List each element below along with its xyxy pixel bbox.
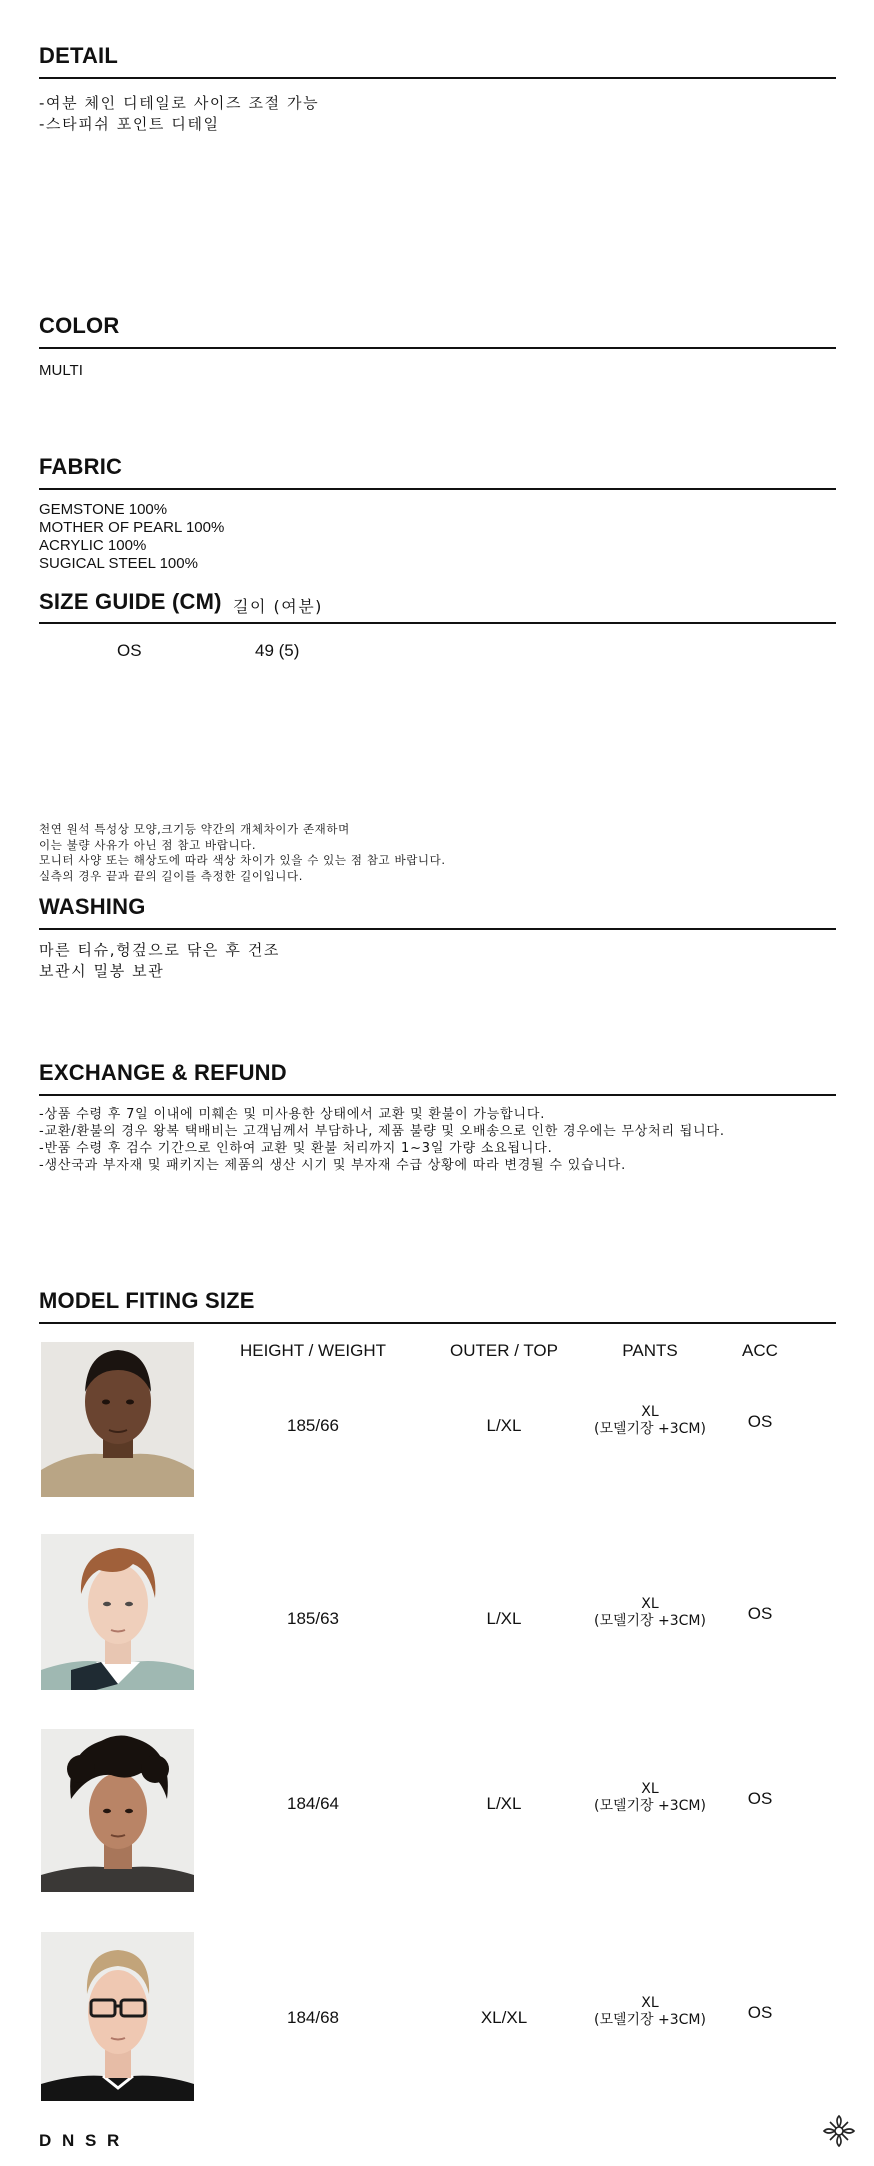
exchange-rule xyxy=(39,1094,836,1096)
note-line: 천연 원석 특성상 모양,크기등 약간의 개체차이가 존재하며 xyxy=(39,822,350,836)
pants-note: (모델기장 +3CM) xyxy=(594,1798,706,1814)
fabric-heading: FABRIC xyxy=(39,454,123,479)
note-line: 이는 불량 사유가 아닌 점 참고 바랍니다. xyxy=(39,837,257,852)
exchange-line: -생산국과 부자재 및 패키지는 제품의 생산 시기 및 부자재 수급 상황에 따라 변경될 수 있습니다. xyxy=(39,1158,627,1173)
dnsr-emblem-icon xyxy=(822,2114,856,2148)
model-4-pants xyxy=(575,1995,725,2029)
model-photo-4 xyxy=(41,1932,194,2101)
pants-size: XL xyxy=(641,1995,659,2011)
model-3-pants xyxy=(575,1781,725,1815)
detail-line: -여분 체인 디테일로 사이즈 조절 가능 xyxy=(39,94,320,112)
size-length-value: 49 (5) xyxy=(255,641,300,660)
fabric-line: ACRYLIC 100% xyxy=(39,537,147,554)
color-heading: COLOR xyxy=(39,313,120,338)
color-value: MULTI xyxy=(39,362,83,379)
column-height-weight: HEIGHT / WEIGHT xyxy=(239,1341,387,1360)
model-photo-3 xyxy=(41,1729,194,1892)
model-fitting-rule xyxy=(39,1322,836,1324)
model-4-height-weight: 184/68 xyxy=(287,2008,339,2027)
model-photo-1 xyxy=(41,1342,194,1497)
detail-rule xyxy=(39,77,836,79)
exchange-line: -반품 수령 후 검수 기간으로 인하여 교환 및 환불 처리까지 1~3일 가량 소요됩니다. xyxy=(39,1141,553,1156)
fabric-list xyxy=(39,501,224,573)
model-4-outer-top: XL/XL xyxy=(480,2008,528,2027)
model-photo-2 xyxy=(41,1534,194,1690)
washing-line: 마른 티슈,헝겊으로 닦은 후 건조 xyxy=(39,941,281,959)
column-pants: PANTS xyxy=(622,1341,678,1360)
model-2-outer-top: L/XL xyxy=(486,1609,522,1628)
exchange-line: -상품 수령 후 7일 이내에 미훼손 및 미사용한 상태에서 교환 및 환불이 가능합니다. xyxy=(39,1107,546,1122)
model-3-acc: OS xyxy=(747,1789,773,1808)
pants-note: (모델기장 +3CM) xyxy=(594,1613,706,1629)
column-acc: ACC xyxy=(742,1341,778,1360)
washing-heading: WASHING xyxy=(39,894,146,919)
model-1-height-weight: 185/66 xyxy=(287,1416,339,1435)
color-rule xyxy=(39,347,836,349)
brand-logo: D N S R xyxy=(39,2131,123,2150)
note-line: 실측의 경우 끝과 끝의 길이를 측정한 길이입니다. xyxy=(39,868,303,883)
model-3-height-weight: 184/64 xyxy=(287,1794,339,1813)
model-2-acc: OS xyxy=(747,1604,773,1623)
size-guide-notes xyxy=(39,822,446,884)
exchange-line: -교환/환불의 경우 왕복 택배비는 고객님께서 부담하나, 제품 불량 및 오배송으로 인한 경우에는 무상처리 됩니다. xyxy=(39,1124,725,1139)
size-guide-rule xyxy=(39,622,836,624)
exchange-text xyxy=(39,1106,725,1174)
size-label: OS xyxy=(117,641,142,660)
fabric-line: SUGICAL STEEL 100% xyxy=(39,555,198,572)
detail-line: -스타피쉬 포인트 디테일 xyxy=(39,115,220,133)
model-1-pants xyxy=(575,1404,725,1438)
model-2-pants xyxy=(575,1596,725,1630)
detail-heading: DETAIL xyxy=(39,43,119,68)
washing-text xyxy=(39,940,280,982)
size-guide-column-label: 길이 (여분) xyxy=(233,597,323,616)
pants-size: XL xyxy=(641,1596,659,1612)
model-3-outer-top: L/XL xyxy=(486,1794,522,1813)
model-fitting-heading: MODEL FITING SIZE xyxy=(39,1288,255,1313)
fabric-rule xyxy=(39,488,836,490)
model-4-acc: OS xyxy=(747,2003,773,2022)
model-1-outer-top: L/XL xyxy=(486,1416,522,1435)
fabric-line: MOTHER OF PEARL 100% xyxy=(39,519,225,536)
pants-note: (모델기장 +3CM) xyxy=(594,1421,706,1437)
model-1-acc: OS xyxy=(747,1412,773,1431)
column-outer-top: OUTER / TOP xyxy=(449,1341,558,1360)
washing-rule xyxy=(39,928,836,930)
pants-size: XL xyxy=(641,1781,659,1797)
note-line: 모니터 사양 또는 해상도에 따라 색상 차이가 있을 수 있는 점 참고 바랍니다. xyxy=(39,853,446,867)
size-guide-heading: SIZE GUIDE (CM) xyxy=(39,589,222,614)
fabric-line: GEMSTONE 100% xyxy=(39,501,168,518)
washing-line: 보관시 밀봉 보관 xyxy=(39,962,165,980)
detail-text xyxy=(39,93,319,135)
exchange-heading: EXCHANGE & REFUND xyxy=(39,1060,287,1085)
model-2-height-weight: 185/63 xyxy=(287,1609,339,1628)
pants-size: XL xyxy=(641,1404,659,1420)
pants-note: (모델기장 +3CM) xyxy=(594,2012,706,2028)
